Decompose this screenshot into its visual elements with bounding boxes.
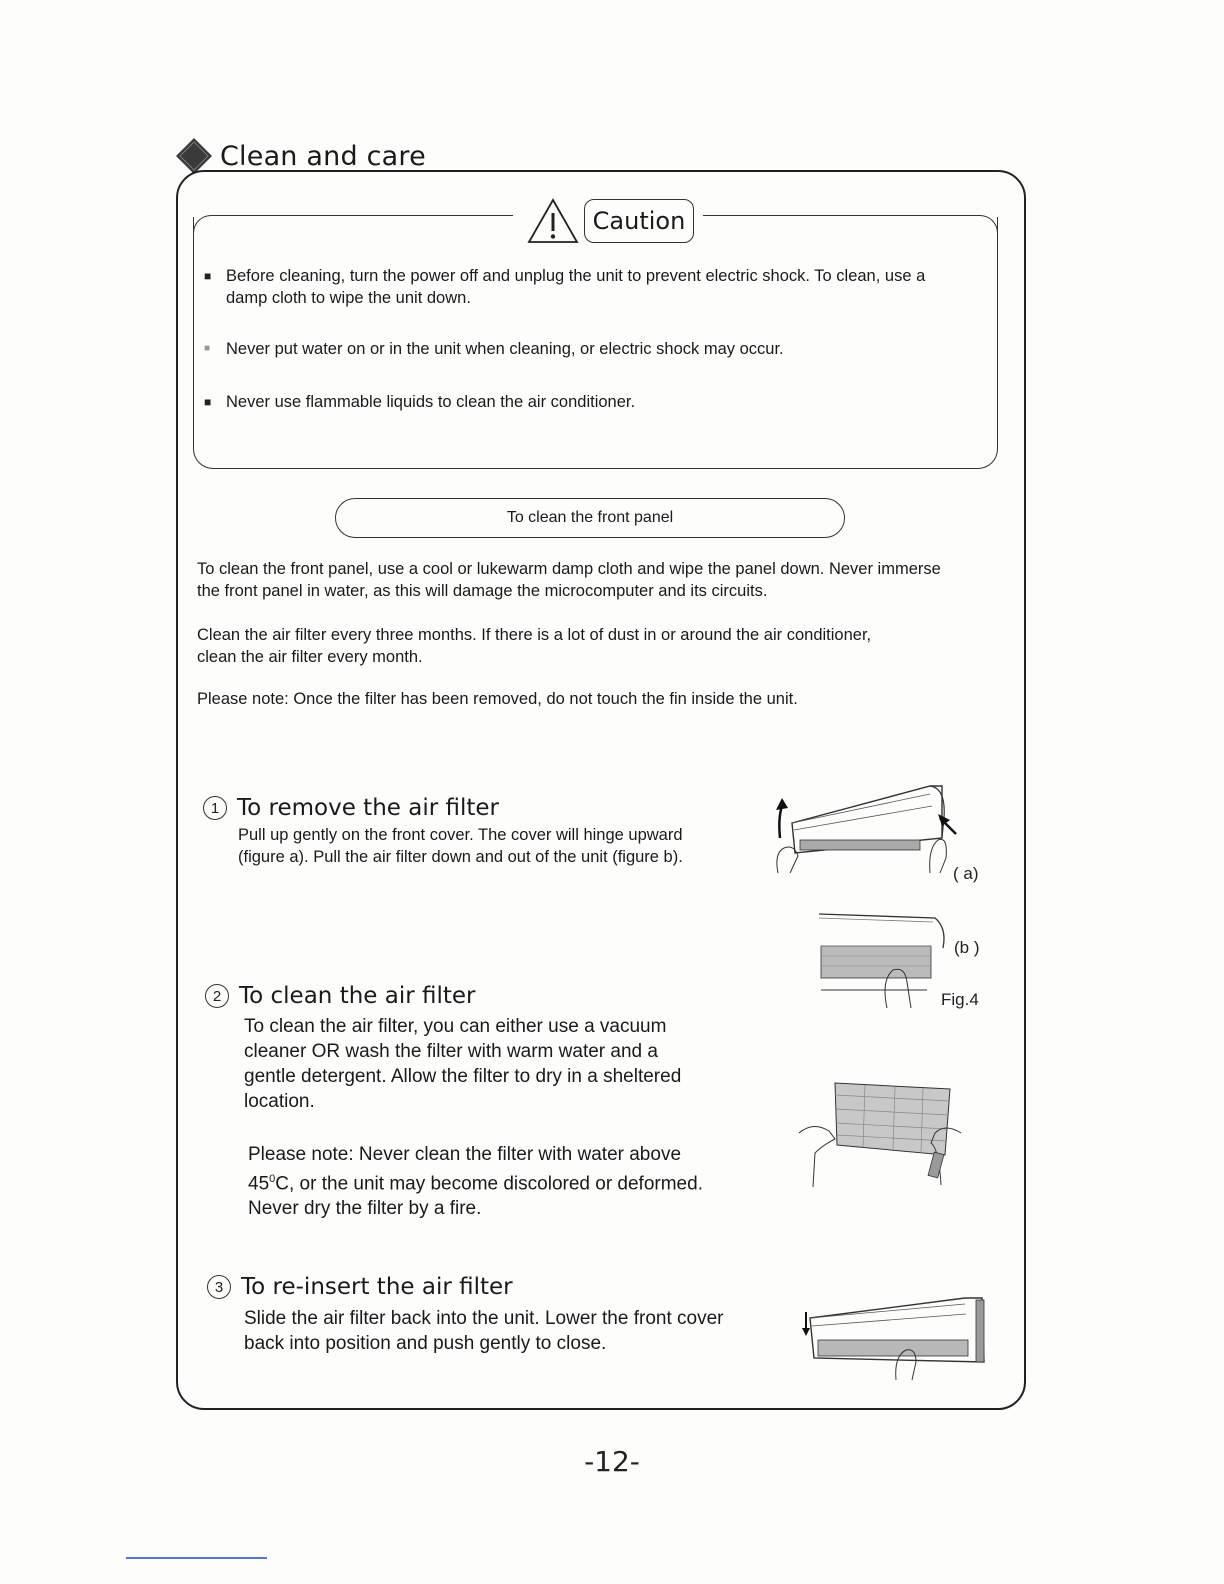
step-title: To re-insert the air filter: [241, 1274, 513, 1300]
figure-a-label: ( a): [953, 864, 979, 883]
bullet-icon: ■: [204, 343, 211, 354]
front-panel-heading: To clean the front panel: [335, 498, 845, 538]
figure-caption: Fig.4: [941, 990, 979, 1009]
page-number: -12-: [584, 1445, 640, 1478]
step-2-heading: [205, 983, 476, 1009]
step-title: To remove the air filter: [237, 795, 499, 821]
figure-b-illustration: [815, 910, 955, 1010]
caution-item: ■ Never put water on or in the unit when cleaning, or electric shock may occur.: [204, 340, 784, 358]
warning-triangle-icon: [527, 197, 579, 245]
bullet-icon: ■: [204, 269, 212, 283]
figure-reinsert-illustration: [800, 1292, 990, 1382]
fin-note-paragraph: Please note: Once the filter has been removed, do not touch the fin inside the unit.: [197, 690, 798, 708]
caution-label: Caution: [584, 199, 694, 243]
step-number-icon: 1: [203, 796, 227, 820]
step-1-heading: [203, 795, 499, 821]
front-panel-paragraph: To clean the front panel, use a cool or lukewarm damp cloth and wipe the panel down. Never immerse the front panel in water, as this will damage the microcomputer and its circuits.: [197, 560, 941, 600]
section-title: Clean and care: [220, 140, 426, 172]
figure-a-illustration: [770, 778, 970, 878]
step-1-body: Pull up gently on the front cover. The cover will hinge upward (figure a). Pull the air filter down and out of the unit (figure b).: [238, 826, 683, 866]
step-number-icon: 2: [205, 984, 229, 1008]
step-3-body: Slide the air filter back into the unit. Lower the front cover back into position and push gently to close.: [244, 1308, 724, 1354]
step-3-heading: [207, 1274, 513, 1300]
caution-item: ■ Before cleaning, turn the power off and unplug the unit to prevent electric shock. To clean, use a damp cloth to wipe the unit down.: [204, 267, 926, 307]
filter-frequency-paragraph: Clean the air filter every three months. If there is a lot of dust in or around the air conditioner, clean the air filter every month.: [197, 626, 872, 666]
figure-b-label: (b ): [954, 938, 980, 957]
caution-item: ■ Never use flammable liquids to clean the air conditioner.: [204, 393, 636, 411]
step-title: To clean the air filter: [239, 983, 476, 1009]
filter-cleaning-illustration: [795, 1075, 965, 1190]
step-2-body: To clean the air filter, you can either use a vacuum cleaner OR wash the filter with warm water and a gentle detergent. Allow the filter to dry in a sheltered location.: [244, 1016, 682, 1112]
bullet-icon: ■: [204, 395, 212, 409]
bottom-rule: [126, 1557, 267, 1559]
step-2-note: Please note: Never clean the filter with water above $45^0C$, or the unit may become discolored or deformed. Never dry the filter by a fire.: [248, 1144, 703, 1220]
step-number-icon: 3: [207, 1275, 231, 1299]
